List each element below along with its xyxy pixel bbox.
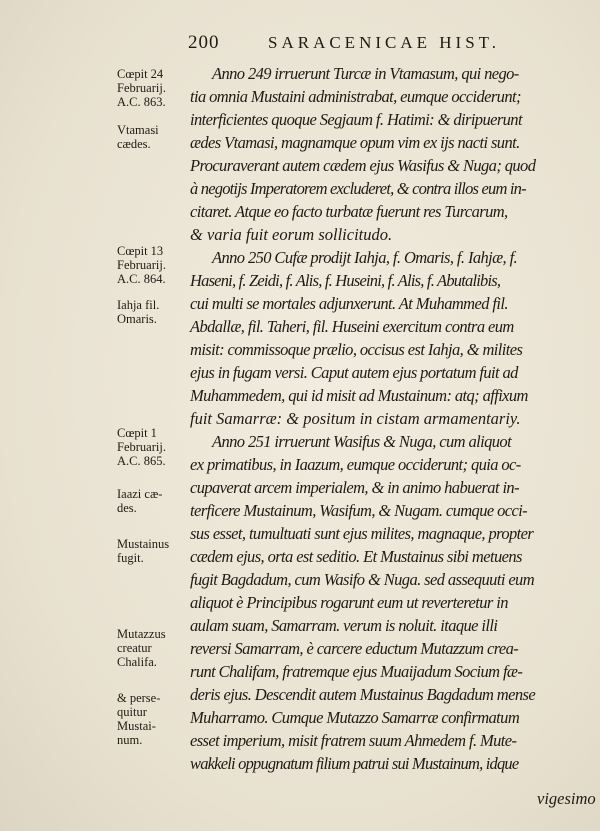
margin-note-line: Februarij. — [117, 81, 166, 95]
margin-note-line: Mustainus — [117, 537, 170, 551]
text-line: Procuraverant autem cædem ejus Wasifus & Nuga; quod — [190, 156, 536, 175]
margin-note-iaazi — [117, 487, 162, 515]
text-line: aulam suam, Samarram. verum is noluit. itaque illi — [190, 616, 498, 635]
margin-note-line: & perse- — [117, 691, 161, 705]
running-head: SARACENICAE HIST. — [268, 33, 501, 52]
margin-note-mutazzus — [117, 627, 166, 669]
margin-note-line: quitur — [117, 705, 147, 719]
text-line: & varia fuit eorum sollicitudo. — [190, 225, 393, 244]
text-line: aliquot è Principibus rogarunt eum ut reverteretur in — [190, 593, 508, 612]
text-line: sus esset, tumultuati sunt ejus milites, magnaque, propter — [190, 524, 534, 543]
text-line: Muharramo. Cumque Mutazzo Samarræ confirmatum — [190, 708, 520, 727]
text-line: tia omnia Mustaini administrabat, eumque occiderunt; — [190, 87, 521, 106]
margin-note-line: Mustai- — [117, 719, 156, 733]
text-line: runt Chalifam, fratremque ejus Muaijadum Socium fæ- — [190, 662, 523, 681]
page-number: 200 — [188, 32, 220, 53]
text-line: ejus in fugam versi. Caput autem ejus portatum fuit ad — [190, 363, 518, 382]
margin-note-line: Iaazi cæ- — [117, 487, 163, 501]
text-line: Anno 251 irruerunt Wasifus & Nuga, cum aliquot — [212, 432, 512, 451]
text-line: Muhammedem, qui id misit ad Mustainum: atq; affixum — [190, 386, 528, 405]
text-line: terficere Mustainum, Wasifum, & Nugam. cumque occi- — [190, 501, 528, 520]
text-line: cui multi se mortales adjunxerunt. At Muhammed fil. — [190, 294, 508, 313]
margin-note-mustainus — [117, 537, 169, 565]
margin-note-line: Cœpit 24 — [117, 67, 164, 81]
text-line: Abdallæ, fil. Taheri, fil. Huseini exercitum contra eum — [190, 317, 514, 336]
margin-notes — [117, 0, 189, 831]
text-line: esset imperium, misit fratrem suum Ahmedem f. Mute- — [190, 731, 517, 750]
text-line: à negotijs Imperatorem excluderet, & contra illos eum in- — [190, 179, 526, 198]
margin-note-date-864 — [117, 244, 166, 286]
text-line: misit: commissoque prælio, occisus est Iahja, & milites — [190, 340, 523, 359]
catchword: vigesimo — [537, 789, 596, 808]
margin-note-line: Cœpit 13 — [117, 244, 164, 258]
text-line: ex primatibus, in Iaazum, eumque occiderunt; quia oc- — [190, 455, 521, 474]
margin-note-line: A.C. 864. — [117, 272, 166, 286]
margin-note-line: Omaris. — [117, 312, 157, 326]
margin-note-line: Cœpit 1 — [117, 426, 157, 440]
margin-note-line: Iahja fil. — [117, 298, 160, 312]
margin-note-line: Mutazzus — [117, 627, 166, 641]
margin-note-line: cædes. — [117, 137, 151, 151]
margin-note-date-863 — [117, 67, 166, 109]
margin-note-persequitur — [117, 691, 160, 747]
margin-note-date-865 — [117, 426, 166, 468]
margin-note-line: num. — [117, 733, 143, 747]
margin-note-line: des. — [117, 501, 137, 515]
text-line: deris ejus. Descendit autem Mustainus Bagdadum mense — [190, 685, 536, 704]
margin-note-line: fugit. — [117, 551, 144, 565]
text-line: Anno 250 Cufæ prodijt Iahja, f. Omaris, f. Iahjæ, f. — [212, 248, 518, 267]
main-text — [190, 0, 592, 831]
margin-note-line: Februarij. — [117, 258, 166, 272]
text-line: Haseni, f. Zeidi, f. Alis, f. Huseini, f. Alis, f. Abutalibis, — [190, 271, 501, 290]
text-line: interficientes quoque Segjaum f. Hatimi: & diripuerunt — [190, 110, 522, 129]
margin-note-line: Februarij. — [117, 440, 166, 454]
text-line: ædes Vtamasi, magnamque opum vim ex ijs nacti sunt. — [190, 133, 520, 152]
margin-note-line: Chalifa. — [117, 655, 157, 669]
margin-note-iahja — [117, 298, 159, 326]
text-line: wakkeli oppugnatum filium patrui sui Mustainum, idque — [190, 754, 519, 773]
margin-note-line: A.C. 863. — [117, 95, 166, 109]
text-line: reversi Samarram, è carcere eductum Mutazzum crea- — [190, 639, 519, 658]
margin-note-line: A.C. 865. — [117, 454, 166, 468]
text-line: Anno 249 irruerunt Turcæ in Vtamasum, qui nego- — [212, 64, 519, 83]
text-line: cædem ejus, orta est seditio. Et Mustainus sibi metuens — [190, 547, 522, 566]
margin-note-vtamasi — [117, 123, 159, 151]
margin-note-line: Vtamasi — [117, 123, 159, 137]
margin-note-line: creatur — [117, 641, 152, 655]
text-line: fugit Bagdadum, cum Wasifo & Nuga. sed assequuti eum — [190, 570, 535, 589]
text-line: cupaverat arcem imperialem, & in animo habuerat in- — [190, 478, 519, 497]
text-line: fuit Samarræ: & positum in cistam armamentariy. — [190, 409, 521, 428]
text-line: citaret. Atque eo facto turbatæ fuerunt res Turcarum, — [190, 202, 508, 221]
